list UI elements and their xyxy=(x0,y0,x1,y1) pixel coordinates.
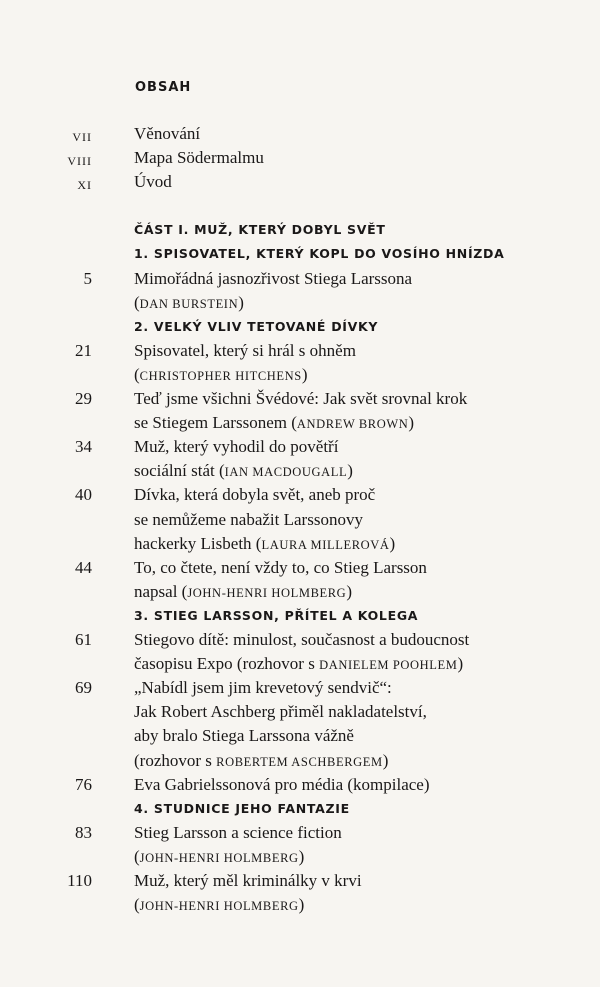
entry-title: Úvod xyxy=(134,172,172,192)
entry-title: „Nabídl jsem jim krevetový sendvič“: xyxy=(134,678,392,698)
toc-entry-line xyxy=(0,292,600,316)
page-number: 21 xyxy=(75,340,92,360)
entry-title: Jak Robert Aschberg přiměl nakladatelství, xyxy=(134,702,427,722)
section-heading: 1. SPISOVATEL, KTERÝ KOPL DO VOSÍHO HNÍZDA xyxy=(134,246,505,262)
entry-title: Mimořádná jasnozřivost Stiega Larssona xyxy=(134,268,413,288)
toc-entry-line xyxy=(0,147,600,171)
page-number: 5 xyxy=(83,268,92,288)
author-name: ANDREW BROWN xyxy=(296,417,409,432)
entry-title: Stieg Larsson a science fiction xyxy=(134,822,342,842)
page-number: XI xyxy=(77,178,92,193)
section-heading: 3. STIEG LARSSON, PŘÍTEL A KOLEGA xyxy=(134,607,419,623)
page-number: 40 xyxy=(75,485,92,505)
toc-entry-line xyxy=(0,677,600,701)
toc-entry-line xyxy=(0,123,600,147)
page-number: 69 xyxy=(75,678,92,698)
page-number: 61 xyxy=(75,630,92,649)
toc-entry-line xyxy=(0,484,600,508)
toc-entry-line xyxy=(0,412,600,436)
toc-entry-line xyxy=(0,460,600,484)
entry-title: Spisovatel, který si hrál s ohněm xyxy=(134,340,356,360)
toc-entry-line xyxy=(0,509,600,533)
page-number: VII xyxy=(72,130,92,144)
part-heading: ČÁST I. MUŽ, KTERÝ DOBYL SVĚT xyxy=(134,222,386,238)
section-heading-row xyxy=(0,316,600,340)
author-name: DANIELEM POOHLEM xyxy=(319,658,458,673)
toc-entry-line xyxy=(0,822,600,846)
page-number: 83 xyxy=(75,822,92,842)
section-heading: 4. STUDNICE JEHO FANTAZIE xyxy=(134,800,350,816)
toc-entry-line xyxy=(0,436,600,460)
entry-title: (JOHN-HENRI HOLMBERG) xyxy=(134,846,305,866)
entry-title: Stiegovo dítě: minulost, současnost a budoucnost xyxy=(134,630,470,649)
entry-title: (rozhovor s ROBERTEM ASCHBERGEM) xyxy=(134,750,389,770)
toc-entry-line xyxy=(0,171,600,195)
entry-title: se nemůžeme nabažit Larssonovy xyxy=(134,509,363,529)
section-heading-row xyxy=(0,605,600,629)
entry-title: napsal (JOHN-HENRI HOLMBERG) xyxy=(134,581,352,601)
entry-title: Dívka, která dobyla svět, aneb proč xyxy=(134,485,376,505)
author-name: CHRISTOPHER HITCHENS xyxy=(139,368,302,383)
author-name: ROBERTEM ASCHBERGEM xyxy=(216,754,383,769)
author-name: JOHN-HENRI HOLMBERG xyxy=(139,850,299,865)
entry-title: Mapa Södermalmu xyxy=(134,148,264,168)
entry-title: Eva Gabrielssonová pro média (kompilace) xyxy=(134,774,430,794)
page-number: VIII xyxy=(67,154,92,169)
entry-title: Muž, který vyhodil do povětří xyxy=(134,437,339,457)
section-heading: 2. VELKÝ VLIV TETOVANÉ DÍVKY xyxy=(134,318,379,334)
toc-entry-line xyxy=(0,268,600,292)
entry-title: (DAN BURSTEIN) xyxy=(134,292,244,312)
entry-title: Muž, který měl kriminálky v krvi xyxy=(134,871,362,890)
toc-entry-line xyxy=(0,774,600,798)
page-number: 76 xyxy=(75,774,92,794)
toc-entry-line xyxy=(0,557,600,581)
author-name: DAN BURSTEIN xyxy=(139,296,239,311)
section-heading-row xyxy=(0,243,600,267)
section-heading-row xyxy=(0,798,600,822)
entry-title: sociální stát (IAN MACDOUGALL) xyxy=(134,461,353,481)
author-name: LAURA MILLEROVÁ xyxy=(261,537,390,552)
page-number: 110 xyxy=(67,871,92,890)
toc-entry-line xyxy=(0,364,600,388)
toc-entry-line xyxy=(0,629,600,653)
toc-entry-line xyxy=(0,750,600,774)
toc-heading: OBSAH xyxy=(135,80,192,95)
page-number: 29 xyxy=(75,389,92,408)
toc-entry-line xyxy=(0,340,600,364)
entry-title: Teď jsme všichni Švédové: Jak svět srovnal krok xyxy=(134,389,468,408)
toc-entry-line xyxy=(0,388,600,412)
entry-title: To, co čtete, není vždy to, co Stieg Larsson xyxy=(134,557,427,577)
toc-entry-line xyxy=(0,701,600,725)
page-number: 44 xyxy=(75,557,92,577)
toc-entry-line xyxy=(0,894,600,918)
entry-title: hackerky Lisbeth (LAURA MILLEROVÁ) xyxy=(134,533,396,553)
author-name: JOHN-HENRI HOLMBERG xyxy=(187,585,347,600)
entry-title: se Stiegem Larssonem (ANDREW BROWN) xyxy=(134,413,415,433)
page-number: 34 xyxy=(75,437,92,457)
toc-entry-line xyxy=(0,725,600,749)
author-name: JOHN-HENRI HOLMBERG xyxy=(139,899,299,914)
entry-title: časopisu Expo (rozhovor s DANIELEM POOHLEM) xyxy=(134,654,464,674)
entry-title: (CHRISTOPHER HITCHENS) xyxy=(134,364,308,384)
toc-entry-line xyxy=(0,653,600,677)
toc-entry-line xyxy=(0,581,600,605)
entry-title: Věnování xyxy=(134,124,201,143)
toc-entry-line xyxy=(0,870,600,894)
part-heading-row xyxy=(0,219,600,243)
entry-title: aby bralo Stiega Larssona vážně xyxy=(134,726,354,746)
entry-title: (JOHN-HENRI HOLMBERG) xyxy=(134,895,305,915)
toc-entry-line xyxy=(0,533,600,557)
toc-entry-line xyxy=(0,846,600,870)
author-name: IAN MACDOUGALL xyxy=(224,465,348,480)
